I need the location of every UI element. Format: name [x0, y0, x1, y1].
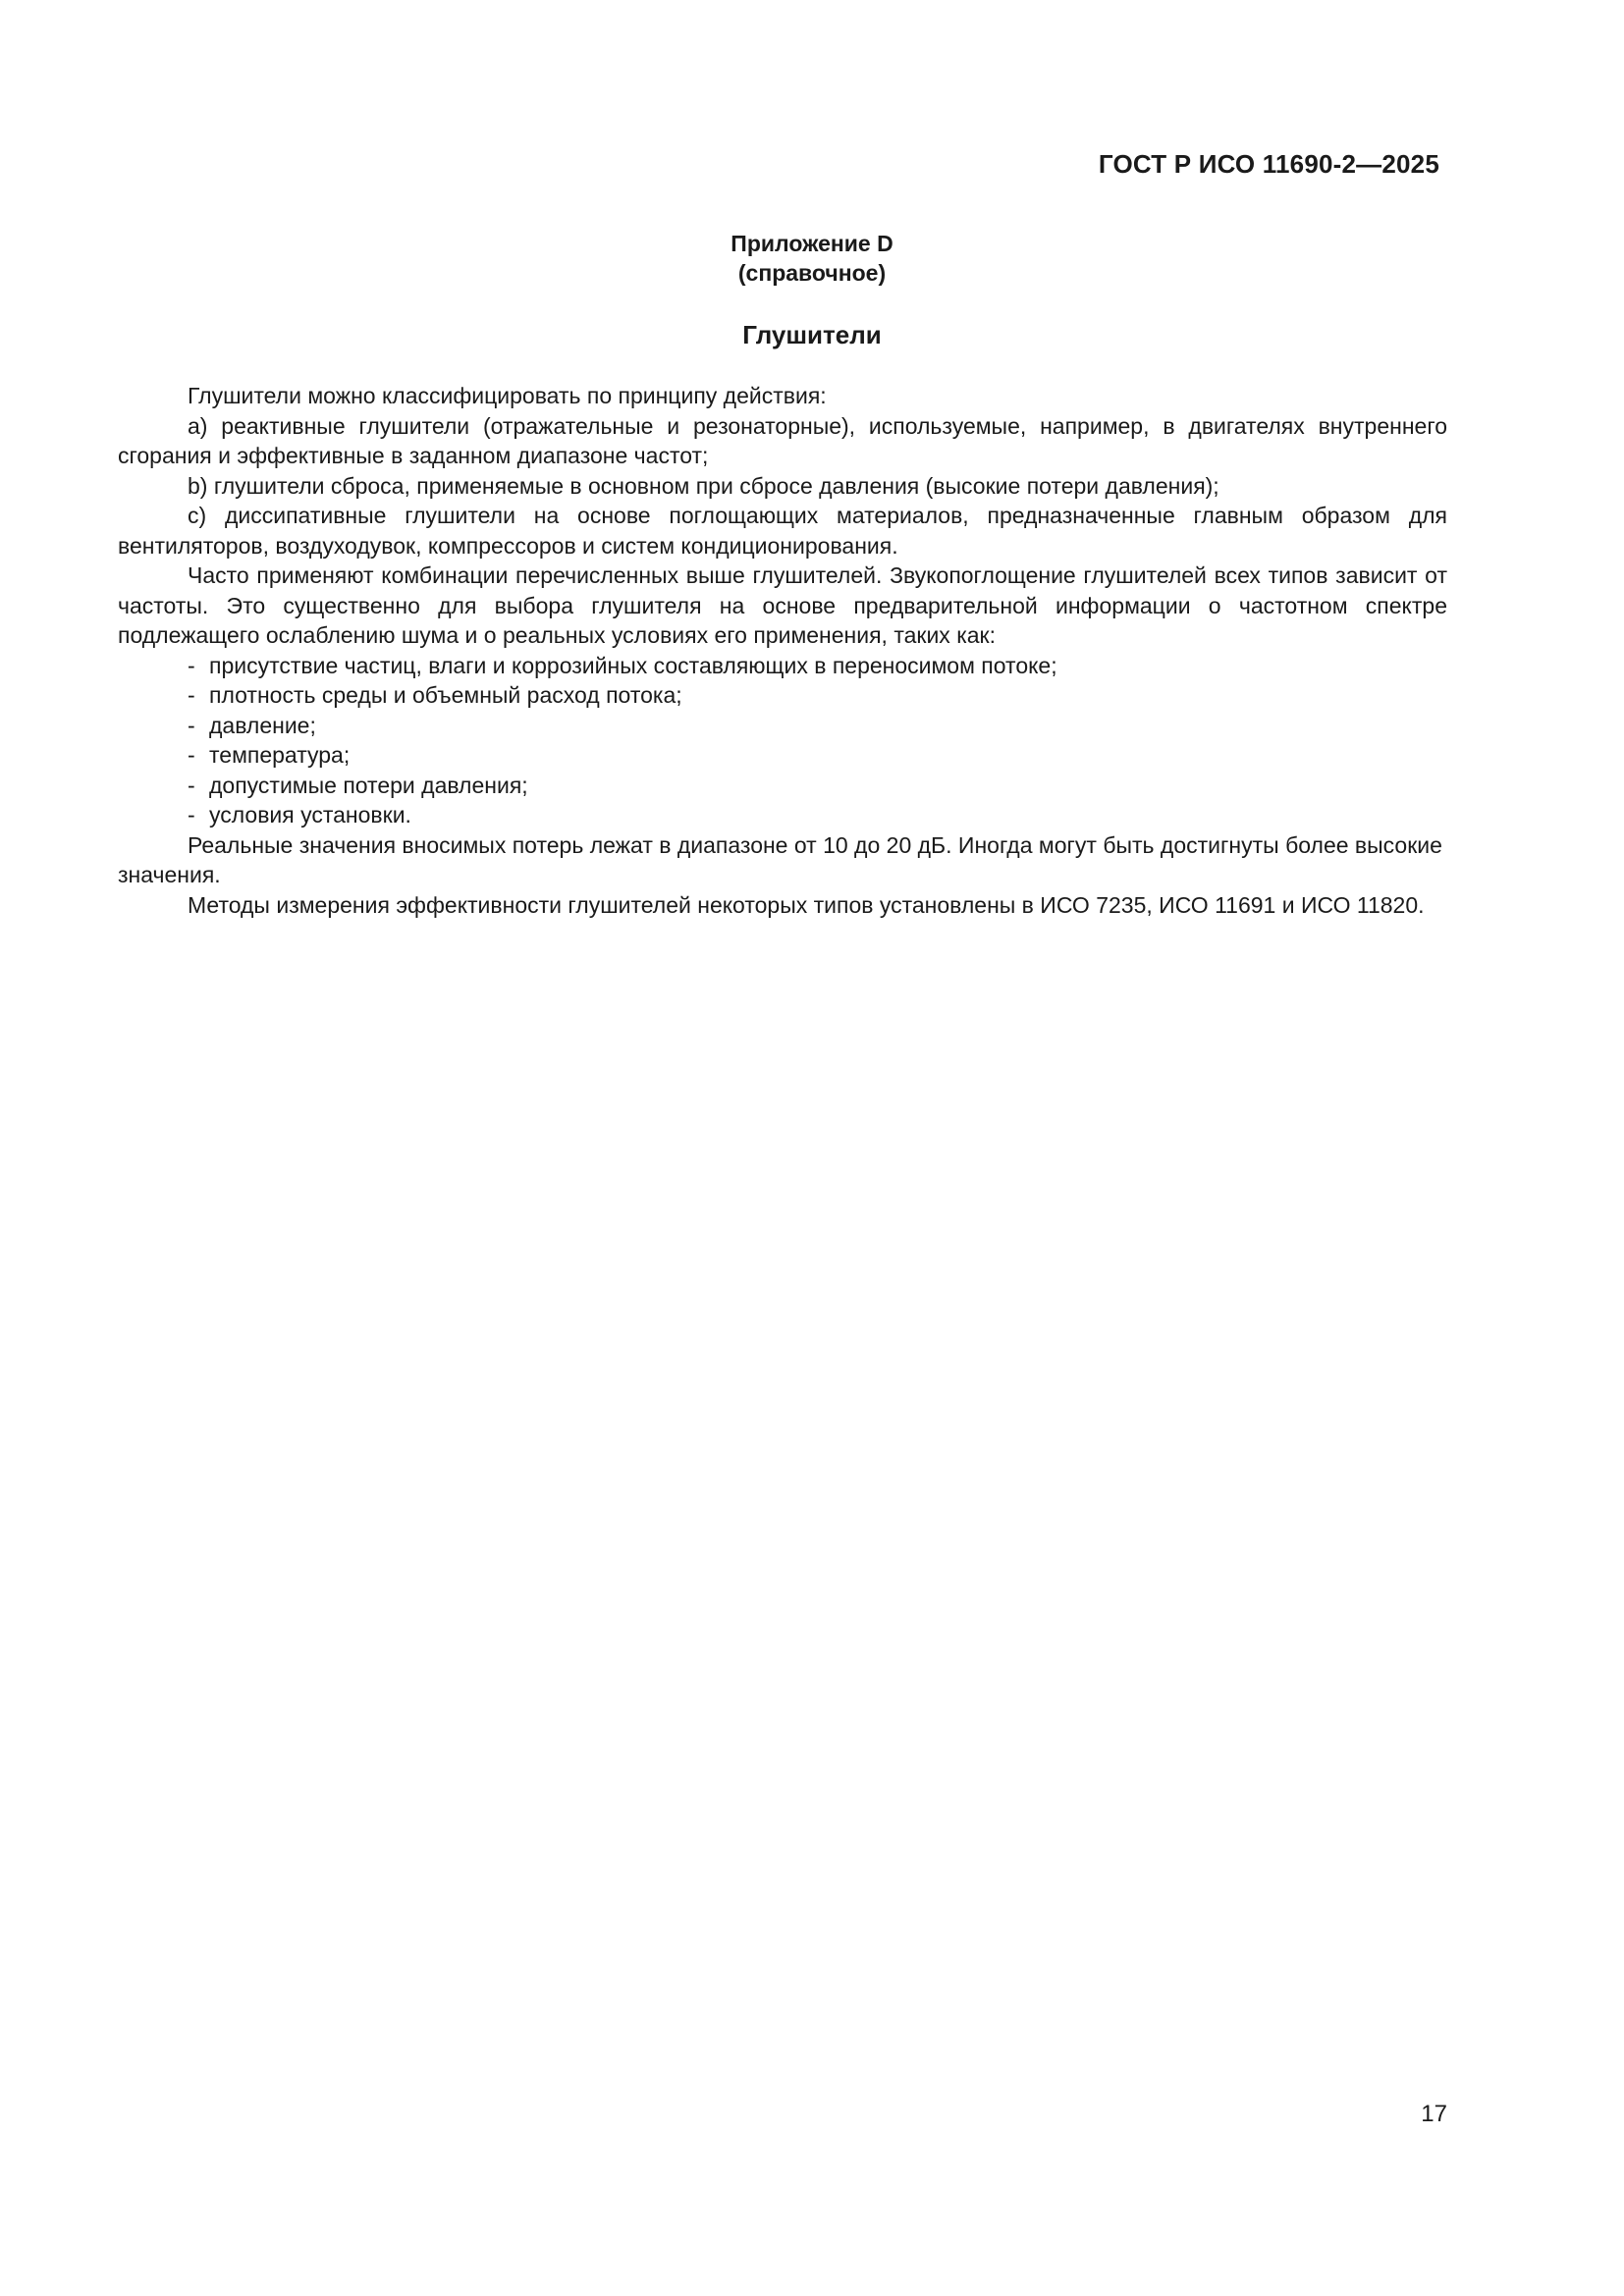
bullet-dash: -: [188, 772, 195, 798]
bullet-item: [118, 740, 1447, 771]
insertion-loss-paragraph: Реальные значения вносимых потерь лежат в диапазоне от 10 до 20 дБ. Иногда могут быть достигнуты более высокие значения.: [118, 831, 1442, 887]
bullet-item: [118, 800, 1447, 830]
intro-paragraph: Глушители можно классифицировать по принципу действия:: [188, 383, 827, 408]
annex-subtitle: (справочное): [737, 260, 887, 286]
annex-title: Приложение D: [731, 231, 893, 256]
bullet-item: [118, 711, 1447, 741]
bullet-text: плотность среды и объемный расход потока;: [209, 682, 682, 708]
list-item-b: b) глушители сброса, применяемые в основном при сбросе давления (высокие потери давления);: [188, 472, 1219, 499]
document-body: [118, 381, 1447, 920]
bullet-text: допустимые потери давления;: [209, 772, 528, 798]
annex-heading: [0, 229, 1624, 288]
methods-paragraph: Методы измерения эффективности глушителей некоторых типов установлены в ИСО 7235, ИСО 11691 и ИСО 11820.: [188, 891, 1425, 918]
bullet-text: давление;: [209, 712, 316, 738]
list-item-c: c) диссипативные глушители на основе поглощающих материалов, предназначенные главным образом для вентиляторов, воздуходувок, компрессоров и систем кондиционирования.: [118, 503, 1447, 559]
section-title: Глушители: [742, 320, 882, 349]
bullet-dash: -: [188, 742, 195, 768]
document-code-header: ГОСТ Р ИСО 11690-2—2025: [1098, 149, 1439, 179]
bullet-text: присутствие частиц, влаги и коррозийных составляющих в переносимом потоке;: [209, 652, 1057, 678]
list-item-a: a) реактивные глушители (отражательные и резонаторные), используемые, например, в двигателях внутреннего сгорания и эффективные в заданном диапазоне частот;: [118, 412, 1447, 468]
bullet-dash: -: [188, 802, 195, 828]
bullet-dash: -: [188, 652, 195, 678]
bullet-text: температура;: [209, 742, 351, 768]
bullet-item: [118, 680, 1447, 711]
page-number: 17: [1421, 2101, 1447, 2127]
combination-paragraph: Часто применяют комбинации перечисленных выше глушителей. Звукопоглощение глушителей всех типов зависит от частоты. Это существенно для выбора глушителя на основе предварительной информации о частотном спектре подлежащего ослаблению шума и о реальных условиях его применения, таких как:: [118, 562, 1447, 648]
bullet-item: [118, 771, 1447, 801]
bullet-dash: -: [188, 712, 195, 738]
bullet-dash: -: [188, 682, 195, 708]
bullet-text: условия установки.: [209, 802, 411, 828]
bullet-item: [118, 651, 1447, 681]
